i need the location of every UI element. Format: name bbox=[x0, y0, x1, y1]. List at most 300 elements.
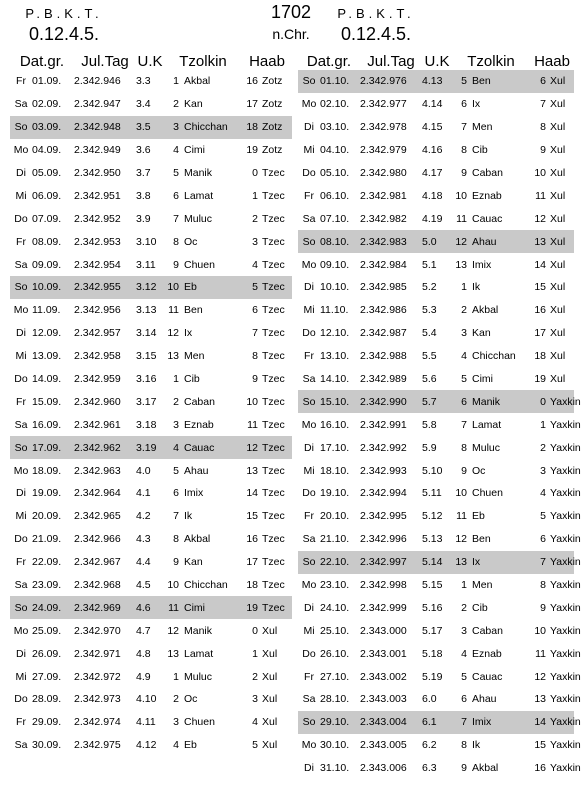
greg-date: 30.09. bbox=[32, 739, 62, 752]
uk-value: 4.18 bbox=[422, 189, 443, 202]
greg-date: 02.09. bbox=[32, 98, 62, 111]
greg-date: 09.10. bbox=[320, 258, 350, 271]
greg-date: 16.10. bbox=[320, 418, 350, 431]
haab-month: Tzec bbox=[262, 258, 285, 271]
greg-date: 02.10. bbox=[320, 98, 350, 111]
haab-month: Xul bbox=[550, 167, 566, 179]
col-haab: Haab bbox=[249, 53, 285, 70]
tzolkin-cell bbox=[452, 259, 530, 271]
weekday: Sa bbox=[302, 212, 316, 225]
uk-value: 3.11 bbox=[136, 258, 156, 271]
tzolkin-day: Men bbox=[472, 579, 493, 592]
haab-number: 0 bbox=[252, 167, 258, 179]
tzolkin-cell bbox=[452, 281, 530, 293]
weekday: Sa bbox=[302, 693, 316, 706]
tzolkin-cell bbox=[452, 533, 530, 545]
greg-date: 25.09. bbox=[32, 624, 62, 637]
tzolkin-day: Caban bbox=[472, 167, 503, 179]
haab-cell bbox=[530, 350, 574, 362]
table-row bbox=[10, 596, 292, 619]
tzolkin-number: 1 bbox=[461, 281, 467, 294]
tzolkin-day: Oc bbox=[184, 693, 198, 706]
table-row bbox=[10, 253, 292, 276]
haab-cell bbox=[242, 533, 292, 545]
greg-date: 31.10. bbox=[320, 762, 350, 775]
haab-month: Xul bbox=[550, 281, 566, 294]
greg-date: 18.09. bbox=[32, 464, 62, 477]
tzolkin-number: 2 bbox=[461, 304, 467, 317]
tzolkin-cell bbox=[164, 625, 242, 637]
tzolkin-day: Chuen bbox=[184, 258, 215, 271]
weekday: Fr bbox=[304, 670, 314, 683]
julian-day: 2.342.948 bbox=[74, 121, 121, 134]
haab-number: 10 bbox=[246, 395, 258, 408]
julian-day: 2.342.970 bbox=[74, 624, 121, 637]
uk-value: 3.4 bbox=[136, 98, 151, 111]
tzolkin-cell bbox=[164, 602, 242, 614]
haab-month: Tzec bbox=[262, 533, 285, 546]
julian-day: 2.342.995 bbox=[360, 510, 407, 523]
col-jul-tag: Jul.Tag bbox=[81, 53, 129, 70]
haab-number: 4 bbox=[252, 258, 258, 271]
haab-month: Zotz bbox=[262, 98, 283, 111]
uk-value: 4.2 bbox=[136, 510, 151, 523]
weekday: Sa bbox=[14, 739, 28, 752]
haab-month: Xul bbox=[550, 235, 566, 248]
tzolkin-day: Akbal bbox=[472, 304, 499, 317]
greg-date: 23.10. bbox=[320, 579, 350, 592]
haab-number: 4 bbox=[540, 487, 546, 500]
haab-cell bbox=[242, 98, 292, 110]
haab-number: 11 bbox=[247, 418, 258, 431]
haab-cell bbox=[242, 716, 292, 728]
haab-cell bbox=[530, 98, 574, 110]
tzolkin-cell bbox=[164, 671, 242, 683]
haab-number: 13 bbox=[534, 235, 546, 248]
table-row bbox=[298, 276, 574, 299]
uk-value: 4.9 bbox=[136, 670, 151, 683]
greg-date: 21.10. bbox=[320, 533, 350, 546]
julian-day: 2.342.997 bbox=[360, 556, 407, 569]
tzolkin-number: 5 bbox=[461, 670, 467, 683]
col-tzolkin: Tzolkin bbox=[179, 53, 227, 70]
tzolkin-number: 11 bbox=[168, 601, 179, 614]
uk-value: 5.1 bbox=[422, 258, 437, 271]
tzolkin-number: 9 bbox=[461, 464, 467, 477]
weekday: Di bbox=[16, 487, 26, 500]
col-uk: U.K bbox=[137, 53, 163, 70]
tzolkin-number: 4 bbox=[461, 350, 467, 363]
greg-date: 13.10. bbox=[320, 350, 350, 363]
weekday: Sa bbox=[14, 418, 28, 431]
left-pbkt-label: P.B.K.T. bbox=[25, 6, 103, 21]
greg-date: 08.09. bbox=[32, 235, 62, 248]
tzolkin-day: Manik bbox=[184, 624, 213, 637]
table-row bbox=[10, 230, 292, 253]
haab-number: 6 bbox=[540, 75, 546, 88]
weekday: Sa bbox=[14, 98, 28, 111]
haab-cell bbox=[242, 350, 292, 362]
tzolkin-number: 10 bbox=[167, 281, 179, 294]
tzolkin-cell bbox=[164, 121, 242, 133]
table-row bbox=[298, 368, 574, 391]
haab-number: 6 bbox=[252, 304, 258, 317]
julian-day: 2.342.950 bbox=[74, 167, 121, 179]
julian-day: 2.342.982 bbox=[360, 212, 407, 225]
tzolkin-number: 8 bbox=[461, 739, 467, 752]
haab-cell bbox=[242, 487, 292, 499]
tzolkin-cell bbox=[164, 396, 242, 408]
haab-number: 17 bbox=[534, 327, 546, 340]
tzolkin-cell bbox=[452, 419, 530, 431]
haab-month: Xul bbox=[550, 144, 566, 157]
tzolkin-cell bbox=[164, 465, 242, 477]
uk-value: 5.8 bbox=[422, 418, 437, 431]
haab-cell bbox=[242, 75, 292, 87]
tzolkin-day: Muluc bbox=[184, 212, 213, 225]
haab-month: Tzec bbox=[262, 441, 285, 454]
col-dat-gr: Dat.gr. bbox=[19, 53, 65, 70]
weekday: So bbox=[14, 281, 28, 294]
haab-cell bbox=[530, 670, 581, 683]
haab-cell bbox=[530, 716, 581, 729]
tzolkin-day: Imix bbox=[472, 716, 492, 729]
haab-number: 3 bbox=[252, 693, 258, 706]
table-row bbox=[298, 253, 574, 276]
weekday: Mo bbox=[13, 464, 29, 477]
tzolkin-day: Caban bbox=[472, 624, 503, 637]
table-row bbox=[10, 184, 292, 207]
haab-number: 2 bbox=[252, 212, 258, 225]
tzolkin-number: 7 bbox=[461, 418, 467, 431]
haab-number: 8 bbox=[540, 121, 546, 134]
haab-month: Tzec bbox=[262, 212, 285, 225]
tzolkin-number: 12 bbox=[455, 235, 467, 248]
haab-month: Zotz bbox=[262, 121, 283, 134]
tzolkin-day: Lamat bbox=[184, 189, 214, 202]
uk-value: 4.5 bbox=[136, 579, 151, 592]
julian-day: 2.343.001 bbox=[360, 647, 407, 660]
right-pbkt-label: P.B.K.T. bbox=[337, 6, 415, 21]
haab-cell bbox=[530, 579, 581, 592]
tzolkin-day: Imix bbox=[184, 487, 204, 500]
table-row bbox=[10, 665, 292, 688]
tzolkin-number: 9 bbox=[461, 167, 467, 179]
haab-number: 19 bbox=[246, 601, 258, 614]
uk-value: 5.14 bbox=[422, 556, 443, 569]
tzolkin-day: Chicchan bbox=[472, 350, 516, 363]
tzolkin-cell bbox=[452, 442, 530, 454]
greg-date: 26.09. bbox=[32, 647, 62, 660]
haab-cell bbox=[530, 418, 581, 431]
weekday: Mo bbox=[13, 624, 29, 637]
uk-value: 3.14 bbox=[136, 327, 157, 340]
tzolkin-number: 5 bbox=[461, 75, 467, 88]
tzolkin-day: Chicchan bbox=[184, 121, 228, 134]
weekday: Fr bbox=[16, 75, 26, 88]
tzolkin-cell bbox=[452, 556, 530, 568]
haab-cell bbox=[530, 395, 581, 408]
uk-value: 3.13 bbox=[136, 304, 157, 317]
haab-month: Xul bbox=[550, 258, 566, 271]
haab-month: Xul bbox=[262, 693, 278, 706]
tzolkin-cell bbox=[164, 419, 242, 431]
weekday: So bbox=[302, 235, 316, 248]
greg-date: 14.10. bbox=[320, 373, 350, 386]
tzolkin-cell bbox=[164, 75, 242, 87]
haab-month: Xul bbox=[550, 350, 566, 363]
weekday: Do bbox=[302, 487, 316, 500]
tzolkin-cell bbox=[452, 98, 530, 110]
weekday: Mo bbox=[301, 418, 317, 431]
tzolkin-number: 2 bbox=[461, 601, 467, 614]
uk-value: 6.3 bbox=[422, 762, 437, 775]
haab-month: Yaxkin bbox=[550, 601, 581, 614]
julian-day: 2.342.986 bbox=[360, 304, 407, 317]
haab-cell bbox=[530, 556, 581, 569]
tzolkin-number: 11 bbox=[456, 212, 467, 225]
haab-month: Yaxkin bbox=[550, 487, 581, 500]
uk-value: 5.7 bbox=[422, 395, 437, 408]
uk-value: 3.19 bbox=[136, 441, 157, 454]
tzolkin-day: Men bbox=[472, 121, 493, 134]
julian-day: 2.343.006 bbox=[360, 762, 407, 775]
tzolkin-day: Cauac bbox=[184, 441, 215, 454]
haab-cell bbox=[242, 602, 292, 614]
haab-cell bbox=[530, 624, 581, 637]
weekday: So bbox=[14, 601, 28, 614]
haab-cell bbox=[242, 693, 292, 705]
table-row bbox=[10, 505, 292, 528]
julian-day: 2.342.996 bbox=[360, 533, 407, 546]
haab-month: Tzec bbox=[262, 235, 285, 248]
tzolkin-number: 1 bbox=[461, 579, 467, 592]
tzolkin-number: 8 bbox=[173, 235, 179, 248]
table-row bbox=[10, 688, 292, 711]
tzolkin-number: 3 bbox=[461, 624, 467, 637]
julian-day: 2.342.951 bbox=[74, 189, 121, 202]
haab-cell bbox=[530, 762, 581, 775]
uk-value: 4.16 bbox=[422, 144, 443, 157]
tzolkin-day: Ahau bbox=[472, 235, 497, 248]
haab-cell bbox=[530, 739, 581, 752]
weekday: Sa bbox=[302, 373, 316, 386]
tzolkin-day: Kan bbox=[184, 556, 203, 569]
haab-number: 5 bbox=[540, 510, 546, 523]
tzolkin-number: 5 bbox=[461, 373, 467, 386]
haab-cell bbox=[530, 601, 581, 614]
greg-date: 01.09. bbox=[32, 75, 62, 88]
haab-number: 13 bbox=[246, 464, 258, 477]
uk-value: 4.19 bbox=[422, 212, 443, 225]
tzolkin-cell bbox=[452, 304, 530, 316]
haab-cell bbox=[242, 144, 292, 156]
haab-month: Xul bbox=[262, 739, 278, 752]
greg-date: 25.10. bbox=[320, 624, 350, 637]
weekday: Mi bbox=[15, 350, 27, 363]
table-row bbox=[298, 70, 574, 93]
greg-date: 20.10. bbox=[320, 510, 350, 523]
tzolkin-day: Ix bbox=[184, 327, 193, 340]
haab-number: 19 bbox=[534, 373, 546, 386]
table-row bbox=[298, 757, 581, 780]
table-row bbox=[298, 345, 574, 368]
haab-month: Yaxkin bbox=[550, 441, 581, 454]
tzolkin-day: Cimi bbox=[184, 601, 205, 614]
uk-value: 4.3 bbox=[136, 533, 151, 546]
weekday: Di bbox=[304, 281, 314, 294]
uk-value: 5.3 bbox=[422, 304, 437, 317]
tzolkin-cell bbox=[452, 487, 530, 499]
weekday: Di bbox=[304, 121, 314, 134]
table-row bbox=[10, 711, 292, 734]
table-row bbox=[10, 322, 292, 345]
tzolkin-day: Imix bbox=[472, 258, 492, 271]
september-column-header bbox=[10, 48, 292, 70]
tzolkin-cell bbox=[164, 579, 242, 591]
uk-value: 3.17 bbox=[136, 395, 157, 408]
weekday: Mo bbox=[13, 144, 29, 157]
tzolkin-day: Manik bbox=[184, 167, 213, 179]
greg-date: 08.10. bbox=[320, 235, 350, 248]
haab-number: 18 bbox=[246, 579, 258, 592]
julian-day: 2.342.954 bbox=[74, 258, 121, 271]
table-row bbox=[298, 162, 574, 185]
tzolkin-day: Ben bbox=[472, 533, 491, 546]
greg-date: 06.10. bbox=[320, 189, 350, 202]
haab-number: 14 bbox=[246, 487, 258, 500]
tzolkin-day: Cimi bbox=[184, 144, 205, 157]
greg-date: 28.10. bbox=[320, 693, 350, 706]
table-row bbox=[10, 70, 292, 93]
haab-cell bbox=[530, 236, 574, 248]
weekday: Mo bbox=[301, 579, 317, 592]
weekday: So bbox=[302, 75, 316, 88]
tzolkin-number: 8 bbox=[173, 533, 179, 546]
greg-date: 23.09. bbox=[32, 579, 62, 592]
tzolkin-number: 7 bbox=[461, 121, 467, 134]
uk-value: 5.17 bbox=[422, 624, 443, 637]
haab-cell bbox=[242, 442, 292, 454]
greg-date: 09.09. bbox=[32, 258, 62, 271]
uk-value: 4.8 bbox=[136, 647, 151, 660]
uk-value: 3.6 bbox=[136, 144, 151, 157]
haab-month: Xul bbox=[262, 647, 278, 660]
uk-value: 5.9 bbox=[422, 441, 437, 454]
col-haab: Haab bbox=[534, 53, 570, 70]
tzolkin-number: 3 bbox=[461, 327, 467, 340]
haab-cell bbox=[242, 396, 292, 408]
greg-date: 17.10. bbox=[320, 441, 350, 454]
october-table bbox=[298, 48, 581, 780]
uk-value: 3.9 bbox=[136, 212, 151, 225]
julian-day: 2.342.971 bbox=[74, 647, 121, 660]
tzolkin-cell bbox=[164, 716, 242, 728]
uk-value: 5.11 bbox=[422, 487, 442, 500]
haab-number: 17 bbox=[246, 556, 258, 569]
tzolkin-day: Muluc bbox=[184, 670, 213, 683]
julian-day: 2.342.956 bbox=[74, 304, 121, 317]
haab-month: Tzec bbox=[262, 327, 285, 340]
greg-date: 20.09. bbox=[32, 510, 62, 523]
tzolkin-day: Ik bbox=[472, 739, 481, 752]
haab-cell bbox=[242, 190, 292, 202]
uk-value: 4.6 bbox=[136, 601, 151, 614]
weekday: Fr bbox=[304, 350, 314, 363]
tzolkin-number: 1 bbox=[173, 373, 179, 386]
haab-month: Yaxkin bbox=[550, 716, 581, 729]
tzolkin-number: 8 bbox=[461, 144, 467, 157]
tzolkin-number: 11 bbox=[168, 304, 179, 317]
tzolkin-cell bbox=[452, 373, 530, 385]
tzolkin-number: 4 bbox=[173, 441, 179, 454]
tzolkin-day: Ik bbox=[184, 510, 193, 523]
tzolkin-number: 1 bbox=[173, 670, 179, 683]
tzolkin-cell bbox=[452, 121, 530, 133]
table-row bbox=[298, 116, 574, 139]
julian-day: 2.342.972 bbox=[74, 670, 121, 683]
haab-cell bbox=[242, 419, 292, 431]
table-row bbox=[10, 368, 292, 391]
tzolkin-cell bbox=[452, 75, 530, 87]
tzolkin-number: 3 bbox=[173, 716, 179, 729]
tzolkin-day: Cimi bbox=[472, 373, 493, 386]
col-tzolkin: Tzolkin bbox=[467, 53, 515, 70]
julian-day: 2.342.973 bbox=[74, 693, 121, 706]
julian-day: 2.342.991 bbox=[360, 418, 407, 431]
haab-month: Tzec bbox=[262, 556, 285, 569]
julian-day: 2.342.977 bbox=[360, 98, 407, 111]
table-row bbox=[298, 505, 581, 528]
tzolkin-number: 5 bbox=[173, 167, 179, 179]
haab-month: Tzec bbox=[262, 510, 285, 523]
greg-date: 26.10. bbox=[320, 647, 350, 660]
tzolkin-day: Eznab bbox=[472, 647, 502, 660]
table-row bbox=[298, 642, 581, 665]
uk-value: 5.18 bbox=[422, 647, 443, 660]
tzolkin-day: Caban bbox=[184, 395, 215, 408]
haab-number: 15 bbox=[246, 510, 258, 523]
uk-value: 5.4 bbox=[422, 327, 437, 340]
haab-number: 9 bbox=[252, 373, 258, 386]
greg-date: 03.10. bbox=[320, 121, 350, 134]
haab-cell bbox=[530, 647, 581, 660]
greg-date: 27.09. bbox=[32, 670, 62, 683]
haab-month: Yaxkin bbox=[550, 510, 581, 523]
tzolkin-number: 10 bbox=[455, 487, 467, 500]
haab-cell bbox=[530, 510, 581, 523]
haab-cell bbox=[242, 648, 292, 660]
haab-number: 14 bbox=[534, 716, 546, 729]
greg-date: 07.09. bbox=[32, 212, 62, 225]
haab-number: 1 bbox=[252, 647, 258, 660]
haab-month: Xul bbox=[550, 304, 566, 317]
tzolkin-cell bbox=[164, 350, 242, 362]
haab-number: 0 bbox=[540, 395, 546, 408]
uk-value: 4.13 bbox=[422, 75, 443, 88]
weekday: So bbox=[302, 395, 316, 408]
uk-value: 6.2 bbox=[422, 739, 437, 752]
haab-month: Tzec bbox=[262, 304, 285, 317]
haab-number: 16 bbox=[246, 533, 258, 546]
weekday: Mi bbox=[15, 189, 27, 202]
uk-value: 3.8 bbox=[136, 189, 151, 202]
weekday: Di bbox=[304, 762, 314, 775]
greg-date: 15.10. bbox=[320, 395, 350, 408]
haab-month: Tzec bbox=[262, 373, 285, 386]
julian-day: 2.342.952 bbox=[74, 212, 121, 225]
julian-day: 2.342.994 bbox=[360, 487, 407, 500]
